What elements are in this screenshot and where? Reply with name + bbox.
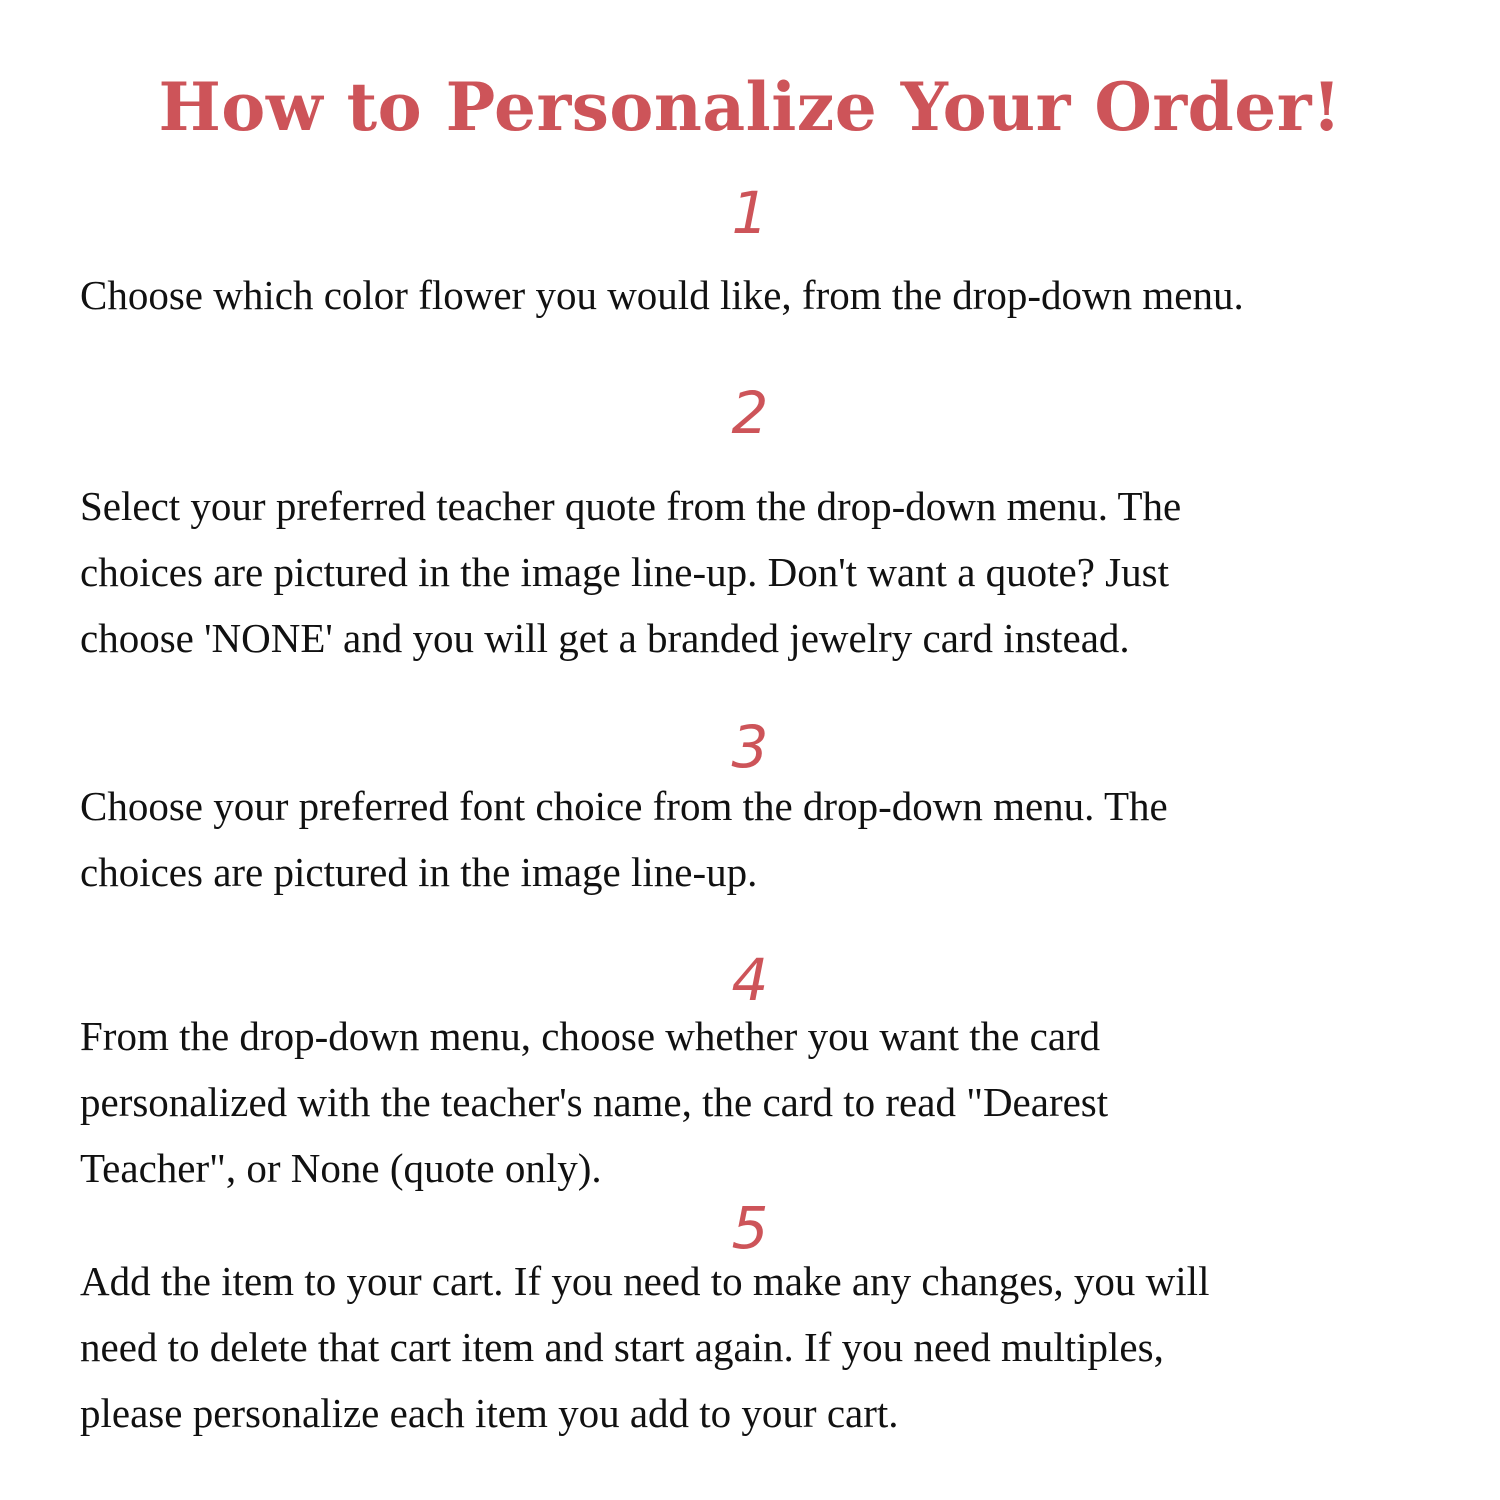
step-4-number: 4 [731,946,769,1014]
step-1-text: Choose which color flower you would like, from the drop-down menu. [80,272,1244,318]
page-title: How to Personalize Your Order! [158,68,1342,146]
step-1-number: 1 [731,179,769,247]
step-5-number: 5 [731,1194,769,1262]
step-3-number: 3 [731,713,769,781]
step-2-number: 2 [731,379,769,447]
step-4-text: From the drop-down menu, choose whether you want the card personalized with the teacher's name, the card to read "Dearest Teacher", or None (quote only). [80,1013,1109,1191]
step-2-text: Select your preferred teacher quote from the drop-down menu. The choices are pictured in the image line-up. Don't want a quote? Just choose 'NONE' and you will get a branded jewelry card instead. [80,483,1182,661]
step-5-text: Add the item to your cart. If you need to make any changes, you will need to delete that cart item and start again. If you need multiples, please personalize each item you add to your cart. [80,1258,1210,1436]
step-3-text: Choose your preferred font choice from the drop-down menu. The choices are pictured in the image line-up. [80,783,1168,895]
